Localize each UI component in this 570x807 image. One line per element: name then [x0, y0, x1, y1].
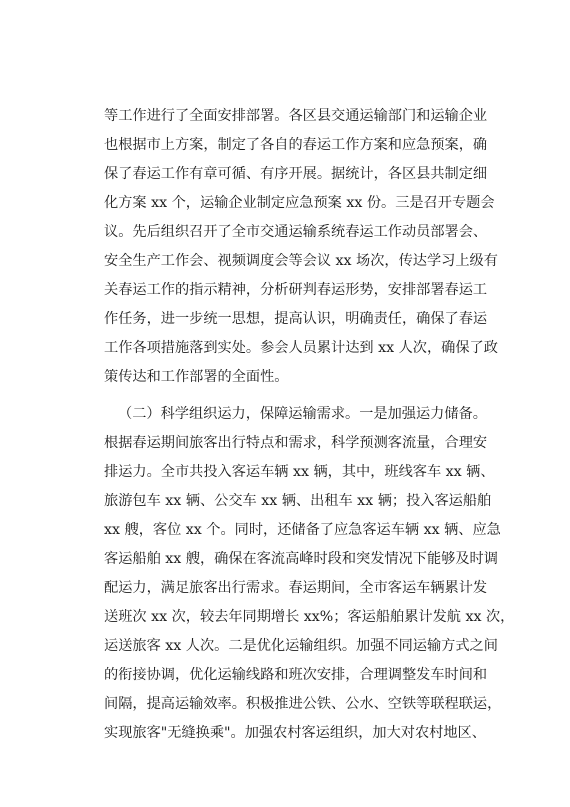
text-line: 客运船舶 xx 艘，确保在客流高峰时段和突发情况下能够及时调: [104, 551, 498, 567]
text-line: 议。先后组织召开了全市交通运输系统春运工作动员部署会、: [104, 224, 488, 240]
text-line: 运送旅客 xx 人次。二是优化运输组织。加强不同运输方式之间: [104, 638, 498, 654]
text-line: 保了春运工作有章可循、有序开展。据统计，各区县共制定细: [104, 166, 488, 182]
text-line: 策传达和工作部署的全面性。: [104, 369, 289, 385]
text-line: 关春运工作的指示精神，分析研判春运形势，安排部署春运工: [104, 282, 488, 298]
text-line: 送班次 xx 次，较去年同期增长 xx%；客运船舶累计发航 xx 次，: [104, 609, 515, 625]
text-line: 配运力，满足旅客出行需求。春运期间，全市客运车辆累计发: [104, 580, 488, 596]
text-line: 作任务，进一步统一思想，提高认识，明确责任，确保了春运: [104, 311, 488, 327]
text-line: 等工作进行了全面安排部署。各区县交通运输部门和运输企业: [104, 108, 488, 124]
text-line: 实现旅客"无缝换乘"。加强农村客运组织，加大对农村地区、: [104, 725, 486, 741]
text-line: 旅游包车 xx 辆、公交车 xx 辆、出租车 xx 辆；投入客运船舶: [104, 493, 492, 509]
text-line: 也根据市上方案，制定了各自的春运工作方案和应急预案，确: [104, 137, 488, 153]
text-line: 排运力。全市共投入客运车辆 xx 辆，其中，班线客车 xx 辆、: [104, 464, 495, 480]
text-line: 根据春运期间旅客出行特点和需求，科学预测客流量，合理安: [104, 435, 488, 451]
text-line: 工作各项措施落到实处。参会人员累计达到 xx 人次，确保了政: [104, 340, 498, 356]
text-line: 安全生产工作会、视频调度会等会议 xx 场次，传达学习上级有: [104, 253, 498, 269]
text-line: xx 艘，客位 xx 个。同时，还储备了应急客运车辆 xx 辆、应急: [104, 522, 501, 538]
text-line: 间隔，提高运输效率。积极推进公铁、公水、空铁等联程联运，: [104, 696, 502, 712]
text-line: 化方案 xx 个，运输企业制定应急预案 xx 份。三是召开专题会: [104, 195, 495, 211]
text-line: 的衔接协调，优化运输线路和班次安排，合理调整发车时间和: [104, 667, 488, 683]
paragraph-heading-line: （二）科学组织运力，保障运输需求。一是加强运力储备。: [118, 406, 487, 422]
